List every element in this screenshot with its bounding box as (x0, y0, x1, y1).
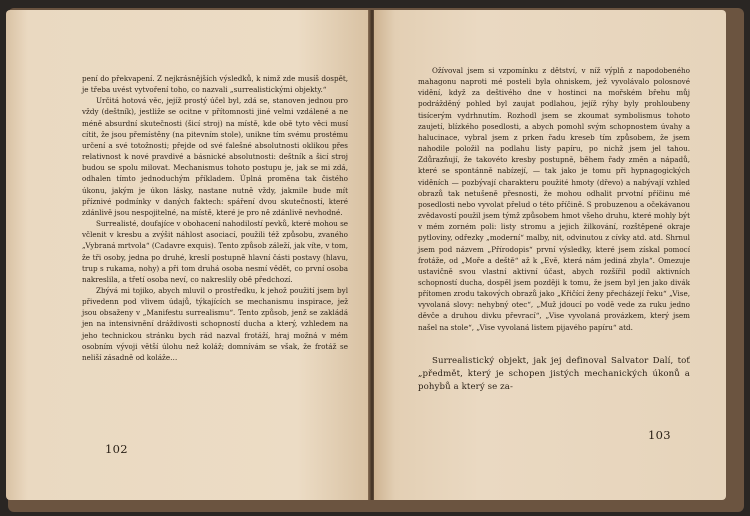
page-number-left: 102 (105, 442, 128, 456)
paragraph: Určitá hotová věc, jejíž prostý účel byl, zdá se, stanoven jednou pro vždy (deštník), jestliže se ocitne v přítomnosti jiné velmi vzdálené a ne méně absurdní skutečnosti (šicí stroj) na místě, kde obě tyto věci musí cítit, že jsou přemístěny (na pitevním stole), unikne tím svému prostému určení a své totožnosti; přejde od své falešné absolutnosti oklikou přes relativnost k nové pravdivé a básnické absolutnosti: deštník a šicí stroj budou se spolu milovat. Mechanismus tohoto postupu je, jak se mi zdá, odhalen tímto jednoduchým příkladem. Úplná proměna tak čistého úkonu, jakým je úkon lásky, nastane nutně vždy, jakmile bude mít příznivé podmínky v daných faktech: spáření dvou skutečností, které zdánlivě jsou nespojitelné, na místě, které je pro ně zdánlivě nevhodné. (82, 96, 348, 217)
left-page (6, 10, 370, 500)
paragraph: Zbývá mi tojiko, abych mluvil o prostředku, k jehož použití jsem byl přivedenn pod vlivem údajů, týkajících se mechanismu inspirace, jež jsou obsaženy v „Manifestu surrealismu“. Tento způsob, jenž se zakládá jen na intensivnění dráždivosti schopností ducha a který, vzhledem na jeho technickou stránku bych rád nazval frotáží, hraj možná v mém osobním vývoji větší úlohu než koláž; domnívám se však, že frotáž se neliší zásadně od koláže… (82, 285, 348, 362)
left-page-text (82, 73, 348, 363)
paragraph: Ožívoval jsem si vzpomínku z dětství, v níž výplň z napodobeného mahagonu naproti mé posteli byla ohniskem, jež vyvolávalo polosnové vidění, když za deštivého dne v hostinci na mořském břehu můj podrážděný pohled byl zaujat podlahou, jejíž rýhy byly prohloubeny tisícerým vydrhnutím. Rozhodl jsem se zkoumat symbolismus tohoto zaujetí, blízkého posedlosti, a abych pomohl svým schopnostem úvahy a halucinace, vybral jsem z prken řadu kreseb tím způsobem, že jsem nahodile položil na podlahu listy papíru, po nichž jsem jel tahou. Zdůrazňují, že takovéto kresby postupně, během řady změn a nápadů, které se spontánně nabízejí, — tak jako je tomu při hypnagogických viděních — pozbývají charakteru použité hmoty (dřevo) a nabývají vzhled obrazů tak netušeně přesnosti, že mohou odhalit prvotní příčinu mé posedlosti nebo vyvolat přelud o této příčině. S probuzenou a očekávanou zvědavostí použil jsem týmž způsobem hmot všeho druhu, které mohly být v mém zorném poli: listy stromu a jejich žilkování, rozštěpené okraje pytloviny, odřezky „moderní“ malby, nit, odvinutou z cívky atd. atd. Shrnul jsem pod názvem „Přírodopis“ první výsledky, které jsem získal pomocí frotáže, od „Moře a deště“ až k „Evě, která nám jediná zbyla“. Omezuje ustavičně svou vlastní aktivní účast, abych rozšířil podíl aktivních schopností ducha, dospěl jsem později k tomu, že jsem byl jen jako divák přítomen zrodu takových obrazů jako „Křičící ženy přecházejí řeku“ „Vise, vyvolaná slovy: nehybný otec“, „Muž jdoucí po vodě vede za ruku jedno děvče a druhou divku převrací“, „Vise vyvolaná provázkem, který jsem našel na stole“, „Vise vyvolaná listem pijavého papíru“ atd. (418, 66, 690, 332)
paragraph: Surrealisté, doufajíce v obohacení nahodilostí pevků, které mohou se včlenit v kresbu a zvýšit náhlost asociací, použili též způsobu, zvaného „Vybraná mrtvola“ (Cadavre exquis). Tento způsob záleží, jak víte, v tom, že tři osoby, jedna po druhé, kreslí postupně hlavní části postavy (hlavu, trup s rukama, nohy) a při tom druhá osoba nesmí vědět, co první osoba nakreslila, a třetí osoba neví, co nakreslily obě předchozí. (82, 219, 349, 284)
paragraph: Surrealistický objekt, jak jej definoval Salvator Dalí, toť „předmět, který je schopen jistých mechanických úkonů a pohybů a který se za- (418, 355, 690, 393)
right-page (374, 10, 726, 500)
paragraph: pení do překvapení. Z nejkrásnějších výsledků, k nimž zde musíš dospět, je třeba uvést vytvoření toho, co nazvali „surrealistickými objekty.“ (82, 74, 348, 95)
right-page-text (418, 65, 690, 394)
page-number-right: 103 (648, 428, 671, 442)
